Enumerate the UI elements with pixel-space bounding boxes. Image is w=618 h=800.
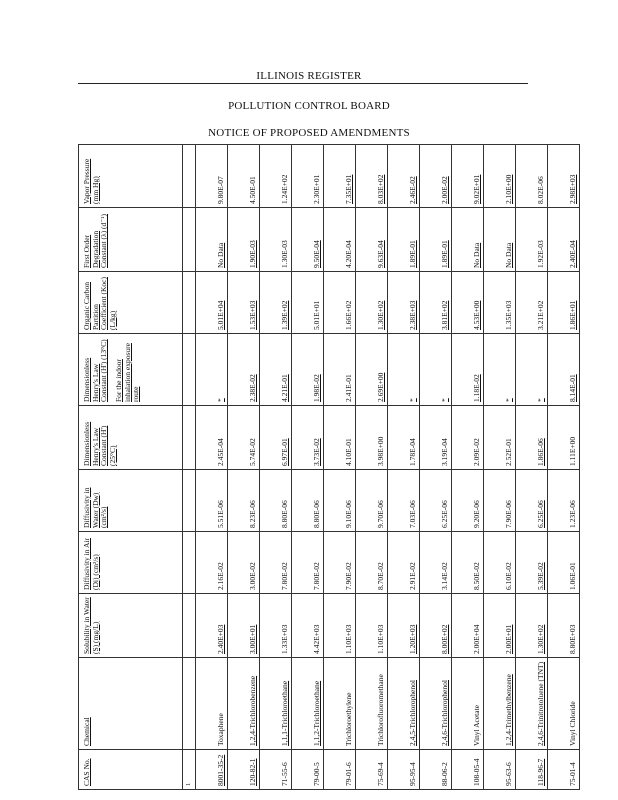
- table-cell: *: [420, 334, 452, 406]
- table-cell: 1,2,4-Trimethylbenzene: [484, 658, 516, 750]
- table-cell: 2.38E+03: [388, 272, 420, 334]
- table-cell: 79-00-5: [292, 750, 324, 790]
- table-row: [516, 145, 548, 790]
- table-cell: 3.81E+02: [420, 272, 452, 334]
- table-cell: 8.00E+02: [420, 594, 452, 658]
- table-cell: 4.50E-01: [228, 145, 260, 208]
- table-header-row: [79, 145, 183, 790]
- table-row: [260, 145, 292, 790]
- table-row: [292, 145, 324, 790]
- table-cell: 2,4,5-Trichlorophenol: [388, 658, 420, 750]
- table-cell: 2.52E-01: [484, 406, 516, 470]
- table-cell: 6.97E-01: [260, 406, 292, 470]
- table-cell: 2.16E-02: [196, 532, 228, 594]
- table-cell: 2.00E+04: [452, 594, 484, 658]
- table-cell: 8.80E-06: [292, 470, 324, 532]
- table-cell: 2.46E-02: [388, 145, 420, 208]
- table-cell: 1.53E+03: [228, 272, 260, 334]
- table-cell: 4.10E-01: [324, 406, 356, 470]
- table-cell: 2.10E+00: [484, 145, 516, 208]
- table-cell: No Data: [196, 208, 228, 272]
- table-cell: 1.39E+02: [260, 272, 292, 334]
- table-row: [420, 145, 452, 790]
- table-cell: 6.10E-02: [484, 532, 516, 594]
- table-cell: 5.01E+04: [196, 272, 228, 334]
- table-cell: 3.00E-02: [228, 532, 260, 594]
- col-header-degradation: First Order Degradation Constant (λ) (d⁻¹): [79, 208, 183, 272]
- table-cell: 4.53E+00: [452, 272, 484, 334]
- table-cell: [183, 145, 196, 208]
- table-cell: 3.73E-02: [292, 406, 324, 470]
- table-cell: 3.98E+00: [356, 406, 388, 470]
- table-cell: [183, 406, 196, 470]
- table-cell: 4.42E+03: [292, 594, 324, 658]
- table-row: [388, 145, 420, 790]
- table-cell: 4.20E-04: [324, 208, 356, 272]
- table-cell: 1.20E+03: [388, 594, 420, 658]
- table-cell: 7.90E-02: [324, 532, 356, 594]
- register-title: ILLINOIS REGISTER: [256, 70, 362, 82]
- table-cell: 1.10E+03: [356, 594, 388, 658]
- table-cell: 7.80E-02: [292, 532, 324, 594]
- rotated-table-wrapper: [78, 145, 578, 790]
- chemical-properties-table: [78, 144, 580, 790]
- table-cell: 1.33E+03: [260, 594, 292, 658]
- table-cell: 88-06-2: [420, 750, 452, 790]
- table-row: [452, 145, 484, 790]
- col-header-cas: CAS No.: [79, 750, 183, 790]
- table-row: [228, 145, 260, 790]
- table-cell: 71-55-6: [260, 750, 292, 790]
- rotated-table-area: [78, 145, 578, 790]
- table-row: [484, 145, 516, 790]
- table-cell: *: [484, 334, 516, 406]
- table-cell: 1.18E-02: [452, 334, 484, 406]
- col-header-henry-25c: Dimensionless Henry's Law Constant (H') (25°C): [79, 406, 183, 470]
- table-cell: 1.86E+01: [548, 272, 580, 334]
- table-cell: 1,1,2-Trichloroethane: [292, 658, 324, 750]
- table-cell: 5.74E-02: [228, 406, 260, 470]
- table-cell: 8.80E+03: [548, 594, 580, 658]
- table-cell: 1.90E-03: [228, 208, 260, 272]
- col-header-vapor-pressure: Vapor Pressure (mm Hg): [79, 145, 183, 208]
- table-cell: 9.50E-04: [292, 208, 324, 272]
- table-cell: 7.80E-02: [260, 532, 292, 594]
- table-cell: 1.24E+02: [260, 145, 292, 208]
- table-cell: Trichlorofluoromethane: [356, 658, 388, 750]
- table-cell: 1.11E+00: [548, 406, 580, 470]
- table-cell: 7.03E-06: [388, 470, 420, 532]
- header-rule: [78, 83, 528, 84]
- table-cell: 1.92E-03: [516, 208, 548, 272]
- table-cell: 1.78E-04: [388, 406, 420, 470]
- table-row: [196, 145, 228, 790]
- table-cell: 1.30E+02: [516, 594, 548, 658]
- table-cell: [183, 334, 196, 406]
- table-cell: 1: [183, 750, 196, 790]
- notice-title: NOTICE OF PROPOSED AMENDMENTS: [208, 127, 410, 139]
- table-cell: *: [196, 334, 228, 406]
- table-cell: 1,1,1-Trichloroethane: [260, 658, 292, 750]
- table-cell: 1.98E-02: [292, 334, 324, 406]
- table-row: [548, 145, 580, 790]
- table-cell: 1.30E-03: [260, 208, 292, 272]
- table-cell: 6.25E-06: [420, 470, 452, 532]
- table-cell: 8.80E-06: [260, 470, 292, 532]
- table-cell: 1,2,4-Trichlorobenzene: [228, 658, 260, 750]
- table-cell: 7.90E-06: [484, 470, 516, 532]
- table-cell: Toxaphene: [196, 658, 228, 750]
- table-cell: 9.80E-07: [196, 145, 228, 208]
- table-cell: 9.10E-06: [324, 470, 356, 532]
- table-row: [324, 145, 356, 790]
- table-cell: Trichloroethylene: [324, 658, 356, 750]
- table-cell: 79-01-6: [324, 750, 356, 790]
- table-cell: 8.23E-06: [228, 470, 260, 532]
- table-index-row: [183, 145, 196, 790]
- table-cell: 1.35E+03: [484, 272, 516, 334]
- table-cell: 9.02E+01: [452, 145, 484, 208]
- col-header-diffusivity-air: Diffusivity in Air (Di) (cm²/s): [79, 532, 183, 594]
- table-cell: 1.89E-01: [388, 208, 420, 272]
- table-cell: 4.21E-01: [260, 334, 292, 406]
- table-cell: [183, 658, 196, 750]
- table-cell: 95-63-6: [484, 750, 516, 790]
- table-cell: 5.39E-02: [516, 532, 548, 594]
- table-cell: 2,4,6-Trinitrotoluene (TNT): [516, 658, 548, 750]
- table-cell: 2.09E-02: [452, 406, 484, 470]
- table-cell: 95-95-4: [388, 750, 420, 790]
- table-cell: No Data: [452, 208, 484, 272]
- table-cell: 9.70E-06: [356, 470, 388, 532]
- table-cell: 2.69E+00: [356, 334, 388, 406]
- table-cell: 2.40E-04: [548, 208, 580, 272]
- table-cell: 2.45E-04: [196, 406, 228, 470]
- col-header-chemical: Chemical: [79, 658, 183, 750]
- board-title: POLLUTION CONTROL BOARD: [228, 100, 390, 112]
- table-cell: 7.35E+01: [324, 145, 356, 208]
- table-cell: *: [516, 334, 548, 406]
- table-row: [356, 145, 388, 790]
- table-cell: 2.00E+01: [484, 594, 516, 658]
- table-cell: 1.89E-01: [420, 208, 452, 272]
- table-cell: 3.21E+02: [516, 272, 548, 334]
- table-cell: Vinyl Chloride: [548, 658, 580, 750]
- table-cell: 3.14E-02: [420, 532, 452, 594]
- table-cell: 5.01E+01: [292, 272, 324, 334]
- table-cell: 8.02E-06: [516, 145, 548, 208]
- table-cell: 8.70E-02: [356, 532, 388, 594]
- table-cell: 1.66E+02: [324, 272, 356, 334]
- table-cell: 3.19E-04: [420, 406, 452, 470]
- col-header-koc: Organic Carbon Partition Coefficient (Koc) (L/kg): [79, 272, 183, 334]
- col-header-solubility: Solubility in Water (S) (mg/L): [79, 594, 183, 658]
- table-cell: 2,4,6-Trichlorophenol: [420, 658, 452, 750]
- table-cell: 8.14E-01: [548, 334, 580, 406]
- table-cell: [183, 594, 196, 658]
- table-cell: 118-96-7: [516, 750, 548, 790]
- table-cell: 2.91E-02: [388, 532, 420, 594]
- table-cell: 9.20E-06: [452, 470, 484, 532]
- table-cell: 8.03E+02: [356, 145, 388, 208]
- table-cell: 1.86E-06: [516, 406, 548, 470]
- table-cell: 5.51E-06: [196, 470, 228, 532]
- table-cell: 2.98E+03: [548, 145, 580, 208]
- table-cell: 120-82-1: [228, 750, 260, 790]
- table-cell: 6.25E-06: [516, 470, 548, 532]
- table-cell: 8001-35-2: [196, 750, 228, 790]
- table-cell: 1.23E-06: [548, 470, 580, 532]
- table-cell: 75-01-4: [548, 750, 580, 790]
- col-header-henry-13c: Dimensionless Henry's Law Constant (H') (13°C) For the indoor inhalation exposure route: [79, 334, 183, 406]
- table-cell: 2.40E+03: [196, 594, 228, 658]
- table-cell: Vinyl Acetate: [452, 658, 484, 750]
- table-cell: 1.30E+02: [356, 272, 388, 334]
- table-cell: 2.38E-02: [228, 334, 260, 406]
- table-cell: [183, 470, 196, 532]
- table-cell: 1.10E+03: [324, 594, 356, 658]
- table-cell: *: [388, 334, 420, 406]
- table-cell: 2.30E+01: [292, 145, 324, 208]
- table-cell: 1.06E-01: [548, 532, 580, 594]
- col-header-diffusivity-water: Diffusivity in Water (Dw) (cm²/s): [79, 470, 183, 532]
- table-cell: [183, 208, 196, 272]
- table-cell: 8.50E-02: [452, 532, 484, 594]
- table-cell: No Data: [484, 208, 516, 272]
- table-cell: 9.63E-04: [356, 208, 388, 272]
- table-cell: [183, 532, 196, 594]
- table-cell: 2.41E-01: [324, 334, 356, 406]
- table-cell: 75-69-4: [356, 750, 388, 790]
- table-cell: 3.00E+01: [228, 594, 260, 658]
- table-cell: 108-05-4: [452, 750, 484, 790]
- table-cell: 2.00E-02: [420, 145, 452, 208]
- table-cell: [183, 272, 196, 334]
